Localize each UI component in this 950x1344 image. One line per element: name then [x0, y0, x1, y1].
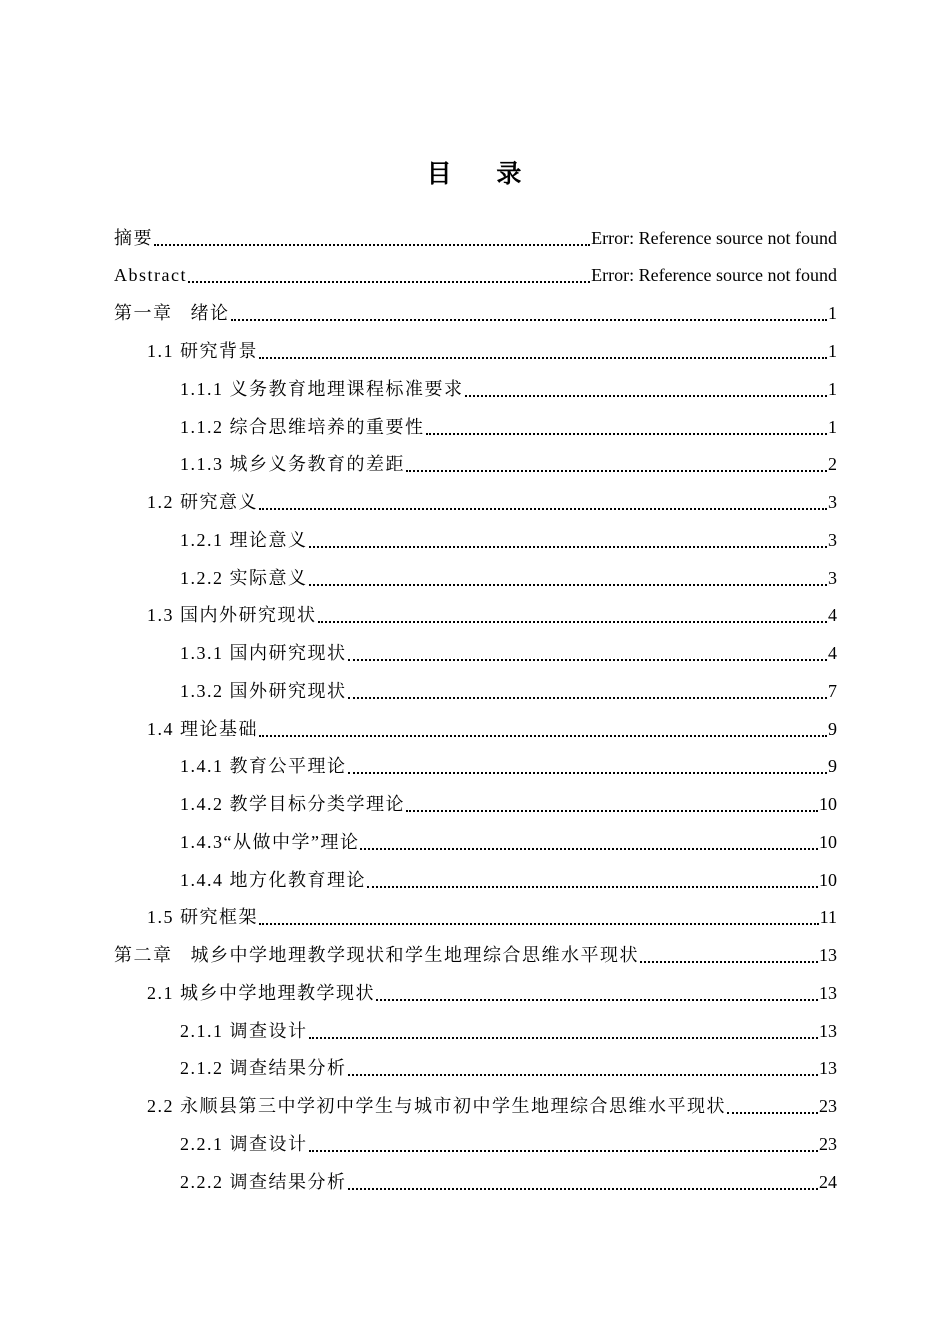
toc-dot-leader [347, 641, 829, 665]
toc-entry-label: 1.2.2 实际意义 [180, 568, 308, 588]
toc-dot-leader [230, 301, 829, 325]
toc-entry-page: 10 [819, 832, 837, 852]
toc-entry[interactable] [147, 480, 837, 514]
toc-dot-leader [308, 1132, 820, 1156]
toc-entry-page: 4 [828, 605, 837, 625]
toc-entry-label: 1.3.1 国内研究现状 [180, 643, 347, 663]
toc-entry[interactable] [114, 216, 837, 250]
toc-entry-page: 3 [828, 530, 837, 550]
toc-entry[interactable] [147, 971, 837, 1005]
toc-entry[interactable] [180, 1009, 837, 1043]
toc-dot-leader [366, 868, 819, 892]
toc-dot-leader [317, 603, 829, 627]
toc-entry-label: 摘要 [114, 228, 153, 248]
toc-dot-leader [347, 754, 829, 778]
toc-dot-leader [258, 490, 828, 514]
toc-entry[interactable] [180, 858, 837, 892]
toc-dot-leader [308, 566, 829, 590]
toc-entry[interactable] [147, 1084, 837, 1118]
toc-dot-leader [258, 339, 828, 363]
toc-entry-label: 1.4.4 地方化教育理论 [180, 870, 366, 890]
toc-entry-page: Error: Reference source not found [591, 265, 837, 285]
toc-entry-label: Abstract [114, 265, 187, 285]
toc-dot-leader [258, 717, 828, 741]
toc-entry-page: 13 [819, 1021, 837, 1041]
toc-entry-label: 1.2 研究意义 [147, 492, 258, 512]
toc-entry-label: 1.4.2 教学目标分类学理论 [180, 794, 405, 814]
toc-dot-leader [258, 905, 820, 929]
toc-entry[interactable] [180, 1160, 837, 1194]
toc-entry-label: 1.1 研究背景 [147, 341, 258, 361]
toc-entry-page: 13 [819, 1058, 837, 1078]
toc-entry-label: 2.1 城乡中学地理教学现状 [147, 983, 375, 1003]
toc-entry[interactable] [180, 556, 837, 590]
toc-entry-label: 2.1.2 调查结果分析 [180, 1058, 347, 1078]
toc-entry-label: 1.5 研究框架 [147, 907, 258, 927]
toc-entry[interactable] [114, 933, 837, 967]
toc-dot-leader [308, 528, 829, 552]
toc-entry-label: 2.2.1 调查设计 [180, 1134, 308, 1154]
toc-entry-page: 13 [819, 945, 837, 965]
toc-dot-leader [639, 943, 819, 967]
toc-entry[interactable] [180, 1046, 837, 1080]
toc-entry[interactable] [180, 405, 837, 439]
toc-dot-leader [726, 1094, 819, 1118]
toc-entry[interactable] [180, 744, 837, 778]
toc-entry-page: 4 [828, 643, 837, 663]
toc-dot-leader [347, 1170, 820, 1194]
toc-entry-page: 3 [828, 568, 837, 588]
toc-entry[interactable] [147, 707, 837, 741]
toc-entry[interactable] [180, 782, 837, 816]
toc-entry-label: 1.3 国内外研究现状 [147, 605, 317, 625]
toc-entry-label: 第一章 绪论 [114, 303, 230, 323]
toc-entry-label: 1.1.3 城乡义务教育的差距 [180, 454, 405, 474]
toc-entry-page: Error: Reference source not found [591, 228, 837, 248]
toc-dot-leader [405, 792, 819, 816]
toc-dot-leader [464, 377, 829, 401]
toc-entry[interactable] [180, 442, 837, 476]
toc-entry-label: 1.1.2 综合思维培养的重要性 [180, 417, 425, 437]
toc-entry-label: 2.1.1 调查设计 [180, 1021, 308, 1041]
toc-entry-page: 1 [828, 341, 837, 361]
toc-entry-page: 13 [819, 983, 837, 1003]
toc-entry-label: 第二章 城乡中学地理教学现状和学生地理综合思维水平现状 [114, 945, 639, 965]
toc-entry[interactable] [180, 669, 837, 703]
toc-entry[interactable] [180, 518, 837, 552]
toc-entry-label: 1.3.2 国外研究现状 [180, 681, 347, 701]
toc-entry-page: 3 [828, 492, 837, 512]
toc-dot-leader [308, 1019, 820, 1043]
toc-entry-label: 1.4.1 教育公平理论 [180, 756, 347, 776]
toc-dot-leader [347, 1056, 820, 1080]
toc-dot-leader [425, 415, 829, 439]
toc-entry-page: 9 [828, 719, 837, 739]
toc-entry[interactable] [147, 593, 837, 627]
toc-entry[interactable] [114, 253, 837, 287]
toc-entry[interactable] [180, 367, 837, 401]
toc-entry-page: 23 [819, 1096, 837, 1116]
toc-entry[interactable] [180, 1122, 837, 1156]
toc-entry[interactable] [180, 631, 837, 665]
toc-entry-label: 1.2.1 理论意义 [180, 530, 308, 550]
toc-entry-page: 1 [828, 379, 837, 399]
toc-entry[interactable] [180, 820, 837, 854]
toc-dot-leader [359, 830, 819, 854]
toc-entry-page: 10 [819, 794, 837, 814]
toc-entry[interactable] [147, 895, 837, 929]
toc-entry-label: 1.4.3“从做中学”理论 [180, 832, 360, 852]
toc-dot-leader [405, 452, 828, 476]
toc-entry-label: 1.4 理论基础 [147, 719, 258, 739]
toc-entry-page: 1 [828, 417, 837, 437]
toc-entry-label: 1.1.1 义务教育地理课程标准要求 [180, 379, 464, 399]
toc-entry-page: 1 [828, 303, 837, 323]
toc-entry-page: 24 [819, 1172, 837, 1192]
toc-entry-page: 10 [819, 870, 837, 890]
toc-entry-page: 7 [828, 681, 837, 701]
toc-dot-leader [347, 679, 829, 703]
toc-title: 目 录 [426, 159, 524, 188]
toc-entry-page: 11 [819, 907, 837, 927]
toc-dot-leader [375, 981, 819, 1005]
toc-dot-leader [153, 226, 591, 250]
toc-entry[interactable] [114, 291, 837, 325]
toc-entry-label: 2.2 永顺县第三中学初中学生与城市初中学生地理综合思维水平现状 [147, 1096, 726, 1116]
toc-entry-label: 2.2.2 调查结果分析 [180, 1172, 347, 1192]
toc-entry[interactable] [147, 329, 837, 363]
toc-dot-leader [187, 263, 591, 287]
toc-entry-page: 9 [828, 756, 837, 776]
toc-entry-page: 23 [819, 1134, 837, 1154]
toc-entry-page: 2 [828, 454, 837, 474]
